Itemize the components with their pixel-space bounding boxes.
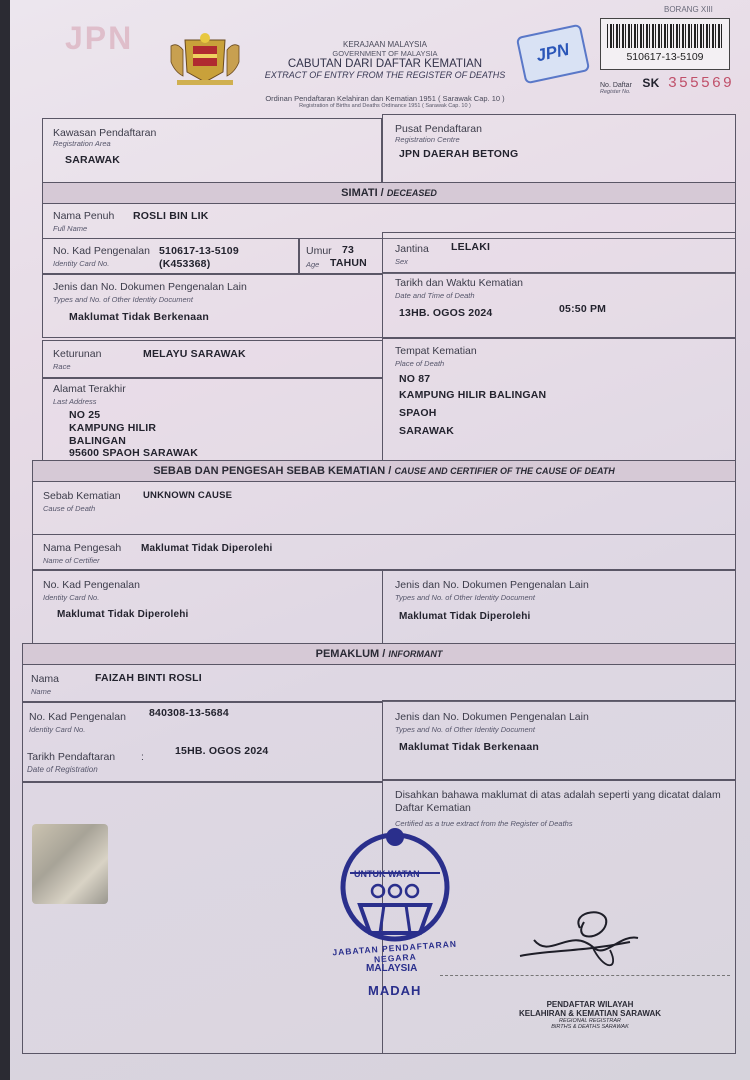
death-place-line: KAMPUNG HILIR BALINGAN (399, 389, 547, 401)
certifier-other-doc-cell (382, 570, 736, 644)
deceased-other-doc-cell (42, 274, 383, 338)
deceased-ic-value: 510617-13-5109 (159, 245, 239, 257)
deceased-address-label-en: Last Address (53, 397, 97, 406)
jpn-logo-icon (516, 24, 591, 85)
informant-ic-cell (22, 702, 383, 782)
document-title: CABUTAN DARI DAFTAR KEMATIAN (287, 58, 483, 70)
certifier-other-doc-label-en: Types and No. of Other Identity Document (395, 593, 535, 602)
deceased-race-label: Keturunan (53, 348, 102, 360)
jpn-watermark: JPN (65, 20, 134, 56)
informant-other-doc-value: Maklumat Tidak Berkenaan (399, 741, 539, 753)
deceased-race-label-en: Race (53, 362, 71, 371)
deceased-sex-label: Jantina (395, 243, 429, 255)
document-title-en: EXTRACT OF ENTRY FROM THE REGISTER OF DEATHS (264, 70, 506, 80)
reg-no-label: No. Daftar (600, 82, 632, 89)
reg-date-colon: : (141, 751, 144, 763)
deceased-name-label-en: Full Name (53, 224, 88, 233)
death-datetime-label: Tarikh dan Waktu Kematian (395, 277, 524, 289)
informant-name-value: FAIZAH BINTI ROSLI (95, 672, 202, 684)
death-datetime-label-en: Date and Time of Death (395, 291, 475, 300)
certifier-other-doc-label: Jenis dan No. Dokumen Pengenalan Lain (395, 579, 589, 591)
certifier-ic-label: No. Kad Pengenalan (43, 579, 140, 591)
hologram-icon (32, 824, 108, 904)
informant-other-doc-cell (382, 700, 736, 780)
stamp-motto: UNTUK WATAN (354, 869, 420, 879)
govt-name: KERAJAAN MALAYSIA (343, 40, 427, 49)
deceased-race-value: MELAYU SARAWAK (143, 348, 246, 360)
certification-text: Disahkan bahawa maklumat di atas adalah seperti yang dicatat dalam Daftar Kematian (395, 789, 721, 814)
cause-label: Sebab Kematian (43, 490, 121, 502)
death-datetime-cell (382, 272, 736, 338)
reg-no-label-en: Register No. (600, 89, 631, 95)
deceased-sex-cell (382, 232, 736, 274)
deceased-sex-label-en: Sex (395, 257, 408, 266)
death-place-line: SPAOH (399, 407, 437, 419)
deceased-address-cell (42, 378, 383, 462)
area-label-en: Registration Area (53, 139, 111, 148)
deceased-age-value: 73 (342, 244, 355, 256)
death-date-value: 13HB. OGOS 2024 (399, 307, 493, 319)
deceased-age-unit: TAHUN (330, 257, 367, 269)
address-line: 95600 SPAOH SARAWAK (69, 447, 199, 459)
deceased-ic-label-en: Identity Card No. (53, 259, 110, 268)
address-line: NO 25 (69, 409, 101, 421)
deceased-other-doc-label: Jenis dan No. Dokumen Pengenalan Lain (53, 281, 247, 293)
deceased-age-label-en: Age (306, 260, 320, 269)
death-place-line: SARAWAK (399, 425, 455, 437)
centre-label-en: Registration Centre (395, 135, 460, 144)
form-code: BORANG XIII (664, 5, 713, 14)
signatory-title: PENDAFTAR WILAYAH (546, 1000, 634, 1009)
informant-ic-value: 840308-13-5684 (149, 707, 229, 719)
certifier-label-en: Name of Certifier (43, 556, 100, 565)
certifier-ic-value: Maklumat Tidak Diperolehi (57, 609, 189, 620)
cause-section-header (32, 460, 736, 482)
deceased-name-value: ROSLI BIN LIK (133, 210, 209, 222)
reg-date-value: 15HB. OGOS 2024 (175, 745, 269, 757)
deceased-other-doc-value: Maklumat Tidak Berkenaan (69, 311, 209, 323)
deceased-name-label: Nama Penuh (53, 210, 115, 222)
official-stamp (310, 815, 480, 1005)
informant-title-en: INFORMANT (388, 649, 443, 659)
centre-value: JPN DAERAH BETONG (399, 148, 519, 160)
informant-ic-label: No. Kad Pengenalan (29, 711, 126, 723)
certifier-ic-cell (32, 570, 383, 644)
death-certificate (10, 0, 750, 1080)
deceased-ic-old: (K453368) (159, 258, 211, 270)
death-place-label-en: Place of Death (395, 359, 445, 368)
cause-value: UNKNOWN CAUSE (143, 490, 233, 501)
deceased-ic-cell (42, 238, 299, 274)
informant-ic-label-en: Identity Card No. (29, 725, 86, 734)
deceased-other-doc-label-en: Types and No. of Other Identity Document (53, 295, 193, 304)
govt-name-en: GOVERNMENT OF MALAYSIA (332, 49, 438, 58)
deceased-title: SIMATI / (341, 187, 384, 199)
stamp-country: MALAYSIA (366, 963, 418, 974)
informant-name-label-en: Name (31, 687, 52, 696)
signatory-title-en: REGIONAL REGISTRAR (559, 1018, 621, 1024)
coat-of-arms-icon (165, 32, 245, 88)
signatory-office: KELAHIRAN & KEMATIAN SARAWAK (518, 1009, 662, 1018)
cause-title-en: CAUSE AND CERTIFIER OF THE CAUSE OF DEATH (394, 466, 615, 476)
registration-centre-cell (382, 114, 736, 188)
certifier-value: Maklumat Tidak Diperolehi (141, 543, 273, 554)
cause-row (32, 481, 736, 535)
deceased-section-header (42, 182, 736, 204)
ordinance: Ordinan Pendaftaran Kelahiran dan Kematian 1951 ( Sarawak Cap. 10 ) (265, 94, 505, 103)
barcode-icon (607, 24, 723, 48)
stamp-sub: MADAH (368, 983, 422, 998)
certifier-ic-label-en: Identity Card No. (43, 593, 100, 602)
ordinance-en: Registration of Births and Deaths Ordinance 1951 ( Sarawak Cap. 10 ) (299, 103, 471, 109)
cause-label-en: Cause of Death (43, 504, 96, 513)
reg-prefix: SK (642, 76, 660, 90)
cause-title: SEBAB DAN PENGESAH SEBAB KEMATIAN / (153, 465, 392, 477)
deceased-title-en: DECEASED (386, 188, 437, 198)
barcode-number: 510617-13-5109 (626, 51, 704, 63)
informant-other-doc-label: Jenis dan No. Dokumen Pengenalan Lain (395, 711, 589, 723)
death-place-line: NO 87 (399, 373, 431, 385)
informant-section-header (22, 643, 736, 665)
deceased-address-label: Alamat Terakhir (53, 383, 126, 395)
informant-name-label: Nama (31, 673, 60, 685)
reg-number: 355569 (667, 75, 734, 92)
reg-date-label: Tarikh Pendaftaran (27, 751, 116, 763)
death-place-label: Tempat Kematian (395, 345, 477, 357)
signatory-office-en: BIRTHS & DEATHS SARAWAK (551, 1024, 629, 1030)
certifier-other-doc-value: Maklumat Tidak Diperolehi (399, 611, 531, 622)
centre-label: Pusat Pendaftaran (395, 123, 482, 135)
address-line: KAMPUNG HILIR (69, 422, 157, 434)
deceased-age-label: Umur (306, 245, 332, 257)
address-line: BALINGAN (69, 435, 127, 447)
informant-other-doc-label-en: Types and No. of Other Identity Document (395, 725, 535, 734)
reg-date-label-en: Date of Registration (27, 765, 98, 774)
barcode-box (600, 18, 730, 70)
deceased-race-cell (42, 340, 383, 378)
registration-area-cell (42, 118, 382, 188)
jpn-logo-text: JPN (534, 39, 571, 66)
deceased-age-cell (299, 238, 383, 274)
deceased-sex-value: LELAKI (451, 241, 491, 253)
informant-name-row (22, 664, 736, 702)
death-place-cell (382, 338, 736, 462)
signature-icon (510, 900, 650, 980)
area-label: Kawasan Pendaftaran (53, 127, 157, 139)
informant-title: PEMAKLUM / (315, 648, 386, 660)
deceased-ic-label: No. Kad Pengenalan (53, 245, 150, 257)
certifier-row (32, 534, 736, 570)
certification-text-en: Certified as a true extract from the Register of Deaths (395, 819, 573, 828)
stamp-ring-text: JABATAN PENDAFTARAN NEGARA (332, 938, 458, 965)
death-time-value: 05:50 PM (559, 303, 607, 315)
area-value: SARAWAK (65, 154, 121, 166)
certifier-label: Nama Pengesah (43, 542, 122, 554)
